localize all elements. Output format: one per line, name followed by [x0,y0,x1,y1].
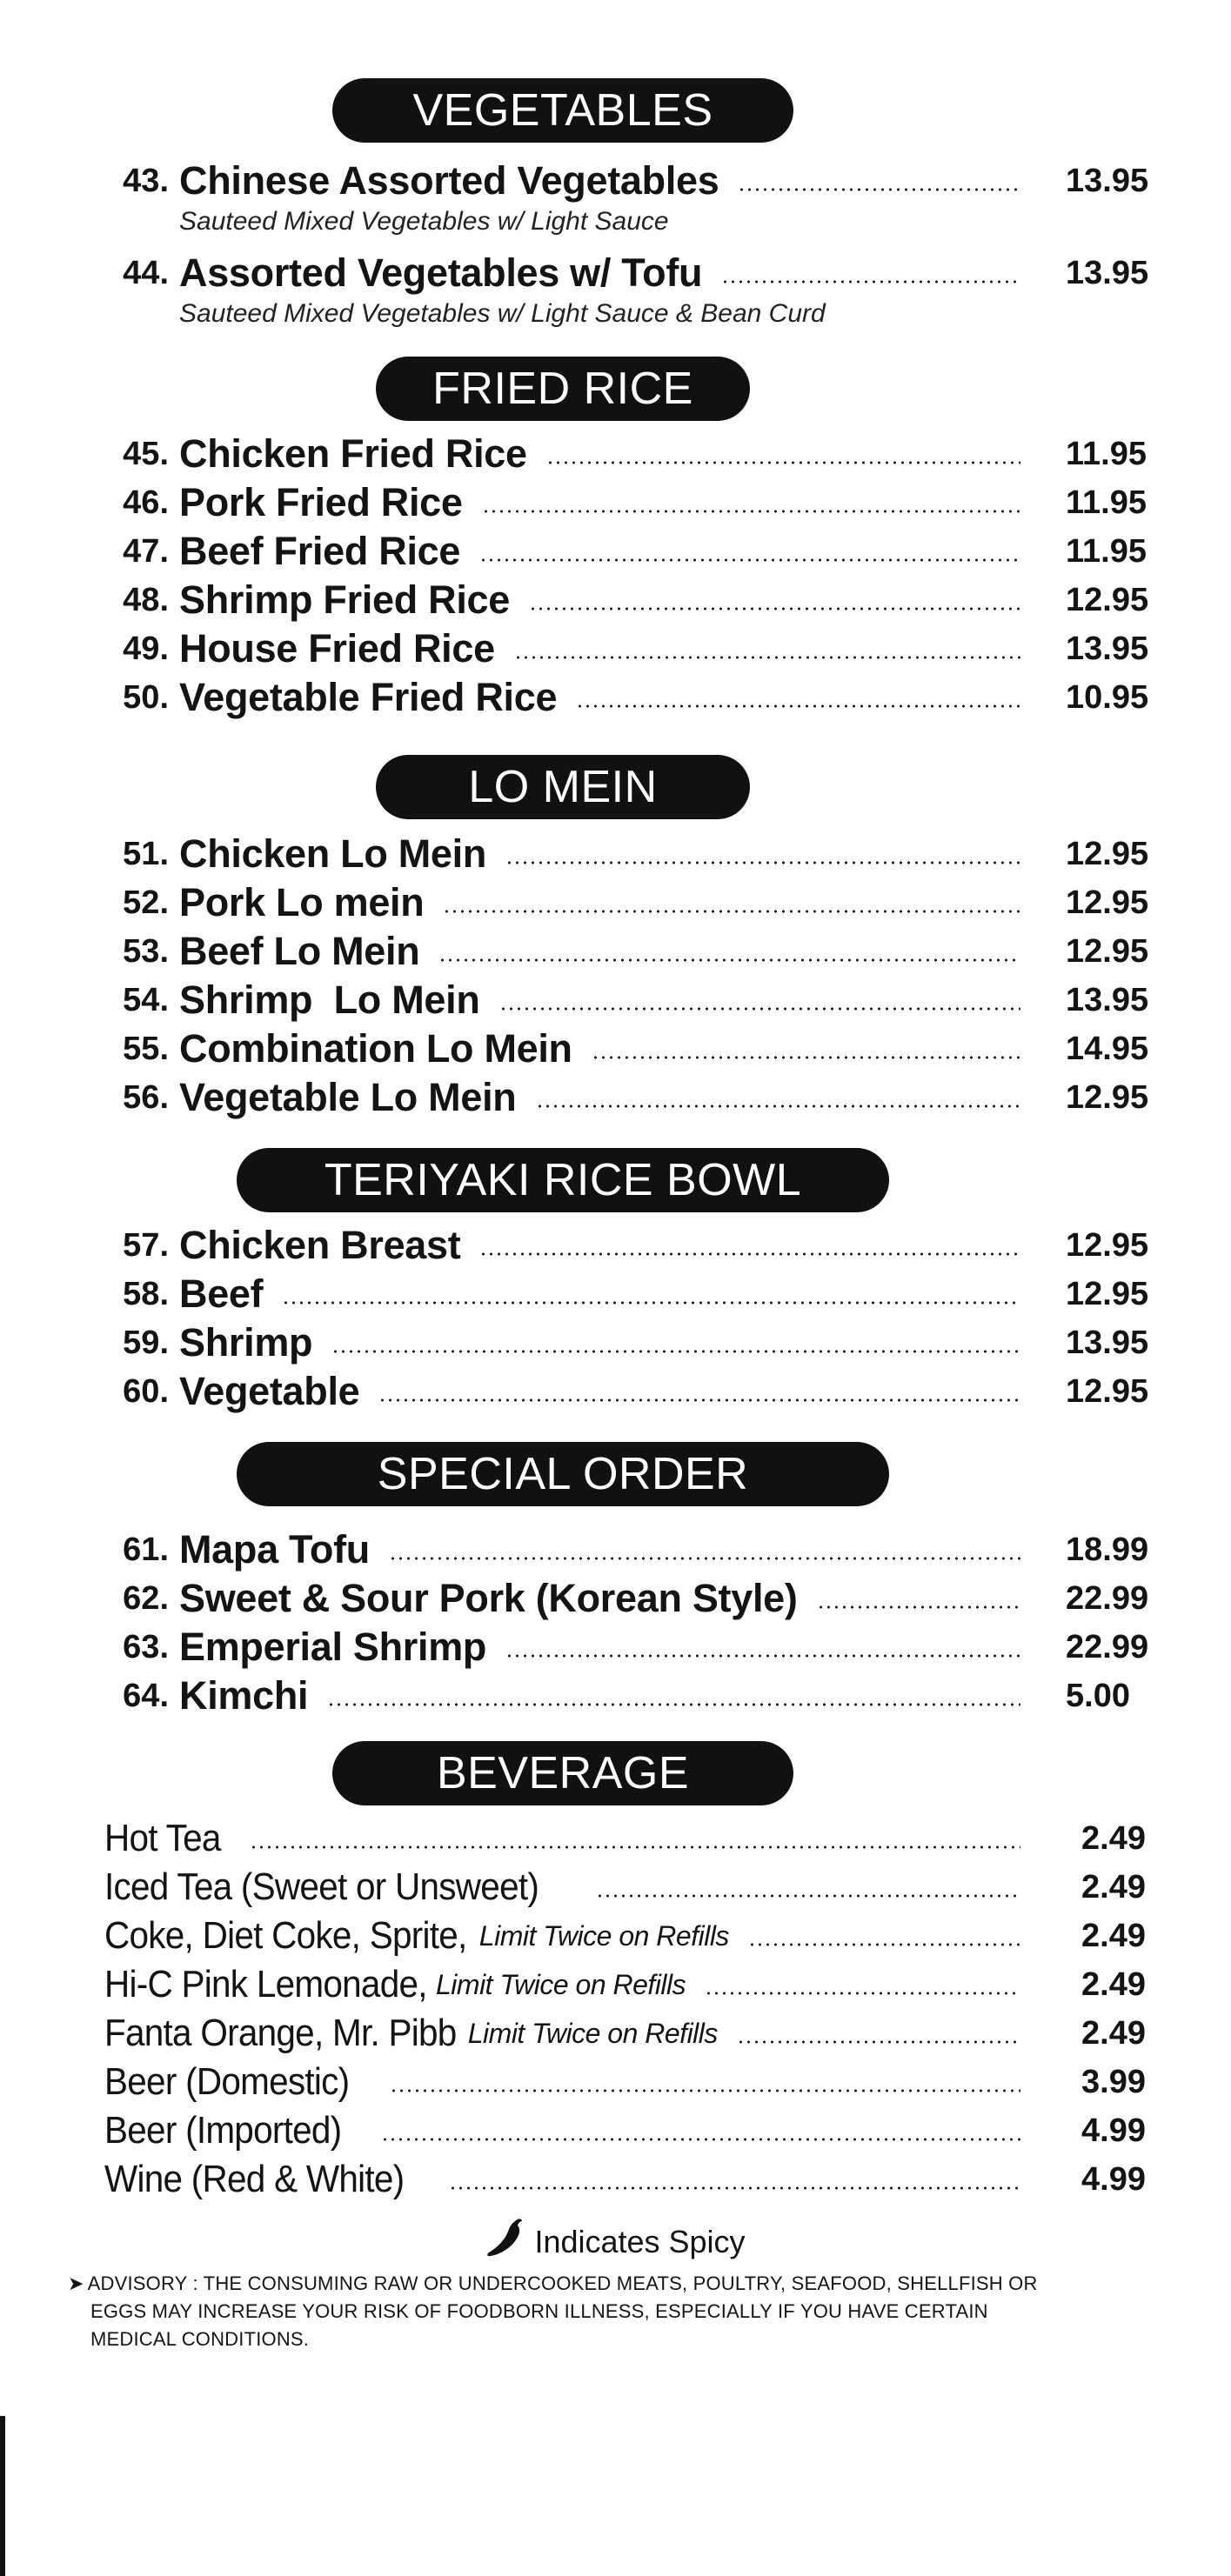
item-name: Mapa Tofu [179,1527,370,1572]
beverage-name: Hot Tea [104,1817,221,1859]
menu-item [104,1024,1149,1073]
advisory-notice [68,2270,1051,2353]
item-price: 18.99 [1066,1531,1149,1568]
item-number: 45. [123,435,169,472]
spicy-legend [0,2216,1231,2267]
beverage-name: Beer (Domestic) [104,2060,350,2103]
item-price: 10.95 [1066,678,1149,716]
item-price: 12.95 [1066,1372,1149,1410]
legend-text: Indicates Spicy [534,2223,746,2259]
item-price: 13.95 [1066,162,1149,199]
beverage-item [104,1912,1146,1960]
beverage-item [104,2155,1146,2204]
item-number: 55. [123,1030,169,1067]
menu-item [104,976,1149,1024]
arrow-right-icon: ➤ [68,2272,84,2294]
menu-item [104,624,1149,673]
item-price: 5.00 [1066,1677,1130,1714]
dot-leader [327,1703,1020,1706]
beverage-name: Hi-C Pink Lemonade, [104,1963,427,2005]
item-price: 12.95 [1066,932,1149,970]
dot-leader [378,1398,1020,1402]
item-number: 48. [123,581,169,618]
item-description: Sauteed Mixed Vegetables w/ Light Sauce & Bean Curd [179,299,826,328]
item-name: Beef [179,1271,264,1316]
beverage-name: Beer (Imported) [104,2109,342,2152]
item-number: 64. [123,1677,169,1714]
menu-item [104,527,1147,576]
dot-leader [721,280,1020,284]
item-name: Sweet & Sour Pork (Korean Style) [179,1576,798,1620]
item-price: 14.95 [1066,1030,1149,1067]
dot-leader [282,1301,1020,1305]
menu-item [104,576,1149,624]
item-price: 13.95 [1066,981,1149,1018]
item-name: Chinese Assorted Vegetables [179,158,719,203]
dot-leader [705,1992,1020,1995]
dot-leader [738,188,1020,191]
item-number: 49. [123,630,169,667]
beverage-name: Coke, Diet Coke, Sprite, [104,1914,467,1957]
menu-item [104,249,1149,297]
menu-item [104,1367,1149,1416]
item-number: 52. [123,884,169,921]
item-name: Assorted Vegetables w/ Tofu [179,250,703,295]
item-description: Sauteed Mixed Vegetables w/ Light Sauce [179,207,669,236]
section-header-fried-rice: FRIED RICE [376,357,750,421]
beverage-name: Fanta Orange, Mr. Pibb [104,2012,457,2054]
item-price: 12.95 [1066,835,1149,872]
section-header-teriyaki-rice-bowl: TERIYAKI RICE BOWL [237,1148,889,1212]
beverage-note: Limit Twice on Refills [478,1919,729,1952]
beverage-price: 4.99 [1081,2112,1146,2149]
menu-item [104,673,1149,722]
item-name: Vegetable Fried Rice [179,675,558,719]
item-name: Vegetable Lo Mein [179,1075,517,1119]
dot-leader [748,1943,1020,1946]
beverage-price: 2.49 [1081,1868,1146,1905]
dot-leader [817,1605,1020,1609]
menu-item [104,927,1149,976]
chili-pepper-icon [485,2216,534,2267]
item-name: Shrimp Lo Mein [179,978,480,1022]
item-price: 12.95 [1066,581,1149,618]
item-price: 11.95 [1066,484,1147,521]
beverage-item [104,1960,1146,2009]
beverage-price: 2.49 [1081,2014,1146,2052]
section-header-vegetables: VEGETABLES [332,78,793,143]
menu-item [104,157,1149,205]
item-number: 47. [123,532,169,570]
item-price: 11.95 [1066,435,1147,472]
item-number: 61. [123,1531,169,1568]
dot-leader [514,656,1020,659]
dot-leader [482,510,1020,513]
advisory-line [68,2270,1051,2298]
beverage-item [104,2009,1146,2058]
item-number: 62. [123,1579,169,1617]
section-header-special-order: SPECIAL ORDER [237,1442,889,1506]
item-number: 46. [123,484,169,521]
beverage-note: Limit Twice on Refills [467,2017,718,2049]
beverage-price: 3.99 [1081,2063,1146,2100]
item-number: 60. [123,1372,169,1410]
dot-leader [381,2138,1020,2141]
menu-item [104,830,1149,878]
beverage-item [104,1863,1146,1912]
dot-leader [505,1654,1020,1658]
item-number: 43. [123,162,169,199]
item-price: 12.95 [1066,1078,1149,1116]
menu-item [104,1672,1130,1720]
beverage-price: 2.49 [1081,1819,1146,1857]
menu-item [104,1073,1149,1122]
dot-leader [390,2089,1020,2092]
item-price: 13.95 [1066,630,1149,667]
dot-leader [250,1845,1020,1849]
item-name: Beef Lo Mein [179,929,420,973]
dot-leader [737,2040,1020,2044]
menu-item [104,478,1147,527]
item-number: 58. [123,1275,169,1312]
item-price: 12.95 [1066,1275,1149,1312]
item-name: Shrimp [179,1320,313,1365]
menu-item [104,1221,1149,1270]
item-number: 59. [123,1324,169,1361]
beverage-price: 4.99 [1081,2160,1146,2198]
page-edge-divider [0,2416,5,2576]
item-number: 50. [123,678,169,716]
dot-leader [546,461,1020,464]
advisory-line: MEDICAL CONDITIONS. [90,2328,310,2350]
beverage-name: Iced Tea (Sweet or Unsweet) [104,1865,539,1908]
dot-leader [499,1007,1020,1011]
dot-leader [449,2186,1020,2190]
item-price: 12.95 [1066,884,1149,921]
item-name: Pork Fried Rice [179,480,463,524]
menu-item [104,430,1147,478]
beverage-name: Wine (Red & White) [104,2158,405,2200]
item-name: Chicken Lo Mein [179,831,487,876]
dot-leader [576,704,1020,708]
item-number: 53. [123,932,169,970]
item-price: 22.99 [1066,1628,1149,1665]
item-number: 44. [123,254,169,291]
item-name: Vegetable [179,1369,360,1413]
dot-leader [592,1056,1020,1059]
item-number: 54. [123,981,169,1018]
dot-leader [331,1350,1020,1353]
item-price: 12.95 [1066,1226,1149,1264]
menu-item [104,1623,1149,1672]
item-price: 11.95 [1066,532,1147,570]
item-number: 57. [123,1226,169,1264]
dot-leader [479,1252,1020,1256]
item-name: Shrimp Fried Rice [179,577,510,622]
section-header-beverage: BEVERAGE [332,1741,793,1805]
dot-leader [438,958,1020,962]
item-number: 56. [123,1078,169,1116]
dot-leader [443,910,1020,913]
menu-item [104,878,1149,927]
beverage-item [104,2058,1146,2106]
menu-item [104,1574,1149,1623]
item-name: Chicken Fried Rice [179,431,527,476]
item-name: Chicken Breast [179,1223,461,1267]
beverage-price: 2.49 [1081,1917,1146,1954]
item-price: 13.95 [1066,254,1149,291]
item-name: Beef Fried Rice [179,529,461,573]
dot-leader [529,607,1020,611]
advisory-line: EGGS MAY INCREASE YOUR RISK OF FOODBORN ILLNESS, ESPECIALLY IF YOU HAVE CERTAIN [90,2300,988,2322]
beverage-price: 2.49 [1081,1965,1146,2003]
menu-item [104,1525,1149,1574]
item-number: 63. [123,1628,169,1665]
menu-item [104,1318,1149,1367]
item-price: 22.99 [1066,1579,1149,1617]
dot-leader [505,861,1020,864]
dot-leader [596,1894,1020,1898]
dot-leader [536,1104,1021,1108]
beverage-note: Limit Twice on Refills [436,1968,686,2000]
item-price: 13.95 [1066,1324,1149,1361]
section-header-lo-mein: LO MEIN [376,755,750,819]
item-name: Pork Lo mein [179,880,425,924]
menu-item [104,1270,1149,1318]
advisory-text: ADVISORY : THE CONSUMING RAW OR UNDERCOOKED MEATS, POULTRY, SEAFOOD, SHELLFISH OR [87,2272,1038,2294]
item-name: House Fried Rice [179,626,495,671]
dot-leader [479,558,1020,562]
beverage-item [104,1814,1146,1863]
beverage-item [104,2106,1146,2155]
dot-leader [389,1557,1020,1560]
item-name: Emperial Shrimp [179,1625,487,1669]
item-name: Kimchi [179,1673,309,1718]
item-name: Combination Lo Mein [179,1026,572,1071]
item-number: 51. [123,835,169,872]
